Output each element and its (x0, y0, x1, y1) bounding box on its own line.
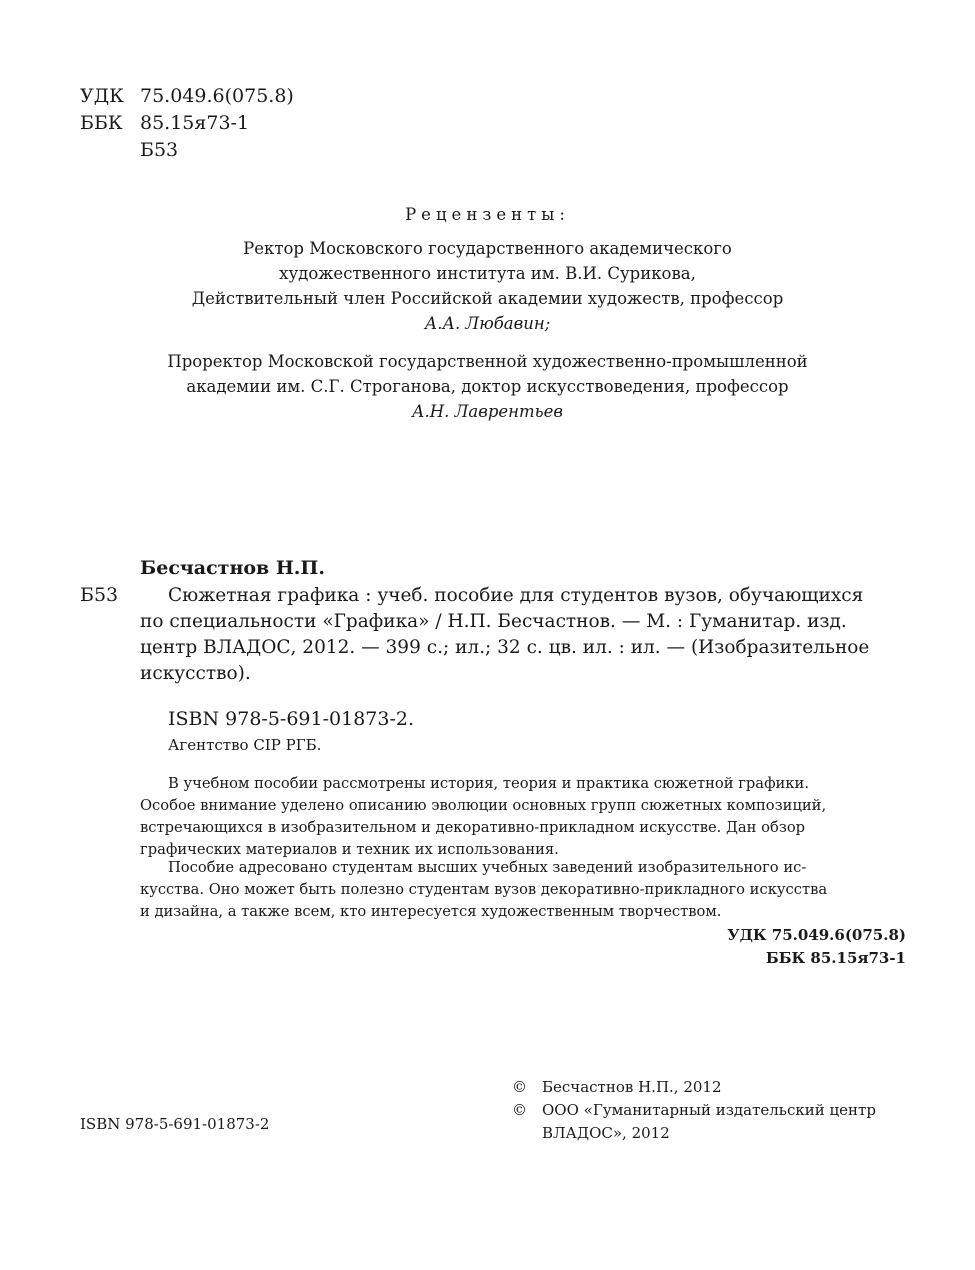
catalog-desc-line-2: по специальности «Графика» / Н.П. Бесчастнов. — М. : Гуманитар. изд. (140, 611, 847, 632)
catalog-isbn: ISBN 978-5-691-01873-2. (168, 708, 415, 730)
catalog-desc-line-3: центр ВЛАДОС, 2012. — 399 с.; ил.; 32 с. цв. ил. : ил. — (Изобразительное (140, 637, 870, 658)
copyright-publisher-line-1: ООО «Гуманитарный издательский центр (542, 1101, 876, 1119)
author-mark: Б53 (140, 139, 179, 161)
annotation-line-6: кусства. Оно может быть полезно студентам вузов декоративно-прикладного искусства (140, 881, 828, 898)
reviewer-2-line-2: академии им. С.Г. Строганова, доктор искусствоведения, профессор (186, 377, 789, 396)
annotation-line-3: встречающихся в изобразительном и декоративно-прикладном искусстве. Дан обзор (140, 819, 806, 836)
copyright-author: Бесчастнов Н.П., 2012 (542, 1078, 722, 1096)
annotation-udk: УДК 75.049.6(075.8) (727, 926, 906, 944)
reviewer-1-line-1: Ректор Московского государственного академического (243, 239, 732, 258)
udk-value: 75.049.6(075.8) (140, 85, 294, 107)
reviewer-1-line-3: Действительный член Российской академии художеств, профессор (191, 289, 784, 308)
reviewers-heading: Рецензенты: (405, 205, 570, 224)
annotation-line-4: графических материалов и техник их использования. (140, 841, 559, 858)
bbk-label: ББК (80, 112, 123, 134)
catalog-desc-line-4: искусство). (140, 663, 251, 684)
udk-label: УДК (80, 85, 124, 107)
reviewer-2-line-1: Проректор Московской государственной художественно-промышленной (167, 352, 808, 371)
annotation-line-5: Пособие адресовано студентам высших учебных заведений изобразительного ис- (168, 859, 807, 876)
reviewer-1-line-2: художественного института им. В.И. Сурикова, (279, 264, 696, 283)
copyright-symbol: © (512, 1078, 527, 1096)
catalog-agency: Агентство CIP РГБ. (168, 736, 322, 754)
footer-isbn: ISBN 978-5-691-01873-2 (80, 1115, 270, 1133)
annotation-line-1: В учебном пособии рассмотрены история, теория и практика сюжетной графики. (168, 775, 809, 792)
copyright-symbol: © (512, 1101, 527, 1119)
reviewer-1-name: А.А. Любавин; (424, 314, 551, 333)
catalog-desc-line-1: Сюжетная графика : учеб. пособие для студентов вузов, обучающихся (168, 585, 864, 606)
annotation-line-7: и дизайна, а также всем, кто интересуется художественным творчеством. (140, 903, 722, 920)
annotation-bbk: ББК 85.15я73-1 (765, 949, 906, 967)
catalog-author: Бесчастнов Н.П. (140, 557, 325, 579)
bbk-value: 85.15я73-1 (140, 112, 250, 134)
catalog-mark: Б53 (80, 584, 119, 606)
reviewer-2-name: А.Н. Лаврентьев (411, 402, 564, 421)
annotation-line-2: Особое внимание уделено описанию эволюции основных групп сюжетных композиций, (140, 797, 827, 814)
copyright-publisher-line-2: ВЛАДОС», 2012 (542, 1124, 670, 1142)
